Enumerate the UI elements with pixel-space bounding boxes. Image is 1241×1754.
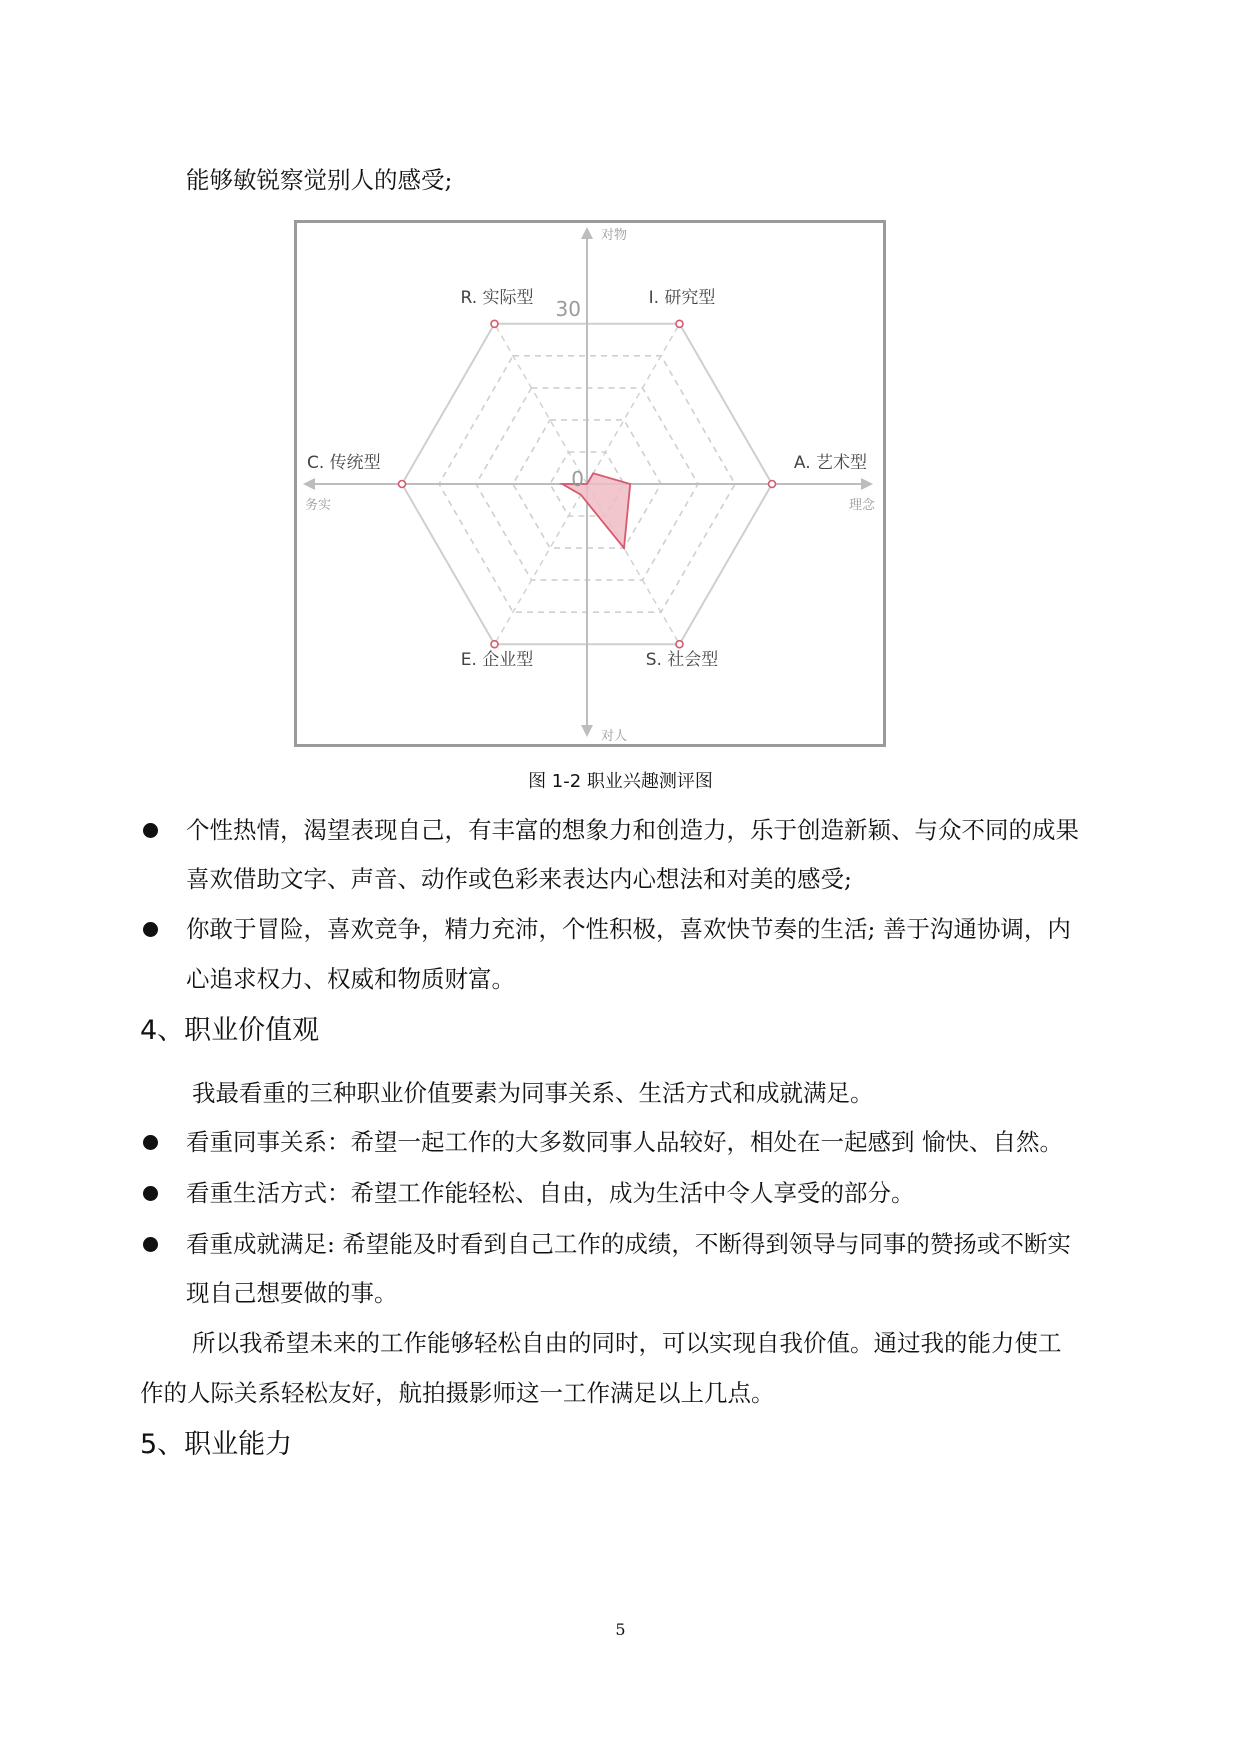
- interest-radar-chart: [294, 220, 886, 747]
- direction-label-right: 理念: [848, 498, 875, 513]
- section-4-intro: 我最看重的三种职业价值要素为同事关系、生活方式和成就满足。: [192, 1079, 874, 1107]
- value-bullet-3-line-2: 现自己想要做的事。: [186, 1279, 398, 1307]
- arrow-right-icon: [861, 478, 873, 490]
- vertex-marker-3: [769, 481, 776, 488]
- value-bullet-2: 看重生活方式：希望工作能轻松、自由，成为生活中令人享受的部分。: [186, 1179, 915, 1207]
- bullet-dot: [143, 823, 158, 838]
- conclusion-line-2: 作的人际关系轻松友好，航拍摄影师这一工作满足以上几点。: [140, 1379, 775, 1407]
- value-bullet-3-line-1: 看重成就满足: 希望能及时看到自己工作的成绩，不断得到领导与同事的赞扬或不断实: [186, 1230, 1071, 1258]
- bullet-dot: [143, 1237, 158, 1252]
- category-label-1: R. 实际型: [460, 288, 534, 308]
- bullet-dot: [143, 922, 158, 937]
- vertex-marker-5: [491, 641, 498, 648]
- figure-caption: 图 1-2 职业兴趣测评图: [528, 771, 713, 792]
- vertex-marker-4: [676, 641, 683, 648]
- section-5-heading: 5、职业能力: [140, 1429, 293, 1460]
- category-label-3: A. 艺术型: [793, 453, 867, 473]
- category-label-5: E. 企业型: [460, 650, 534, 670]
- category-label-6: C. 传统型: [307, 453, 381, 473]
- interest-bullet-1-line-2: 喜欢借助文字、声音、动作或色彩来表达内心想法和对美的感受;: [186, 865, 852, 893]
- tick-label-max: 30: [555, 297, 581, 321]
- tick-label-min: 0: [571, 467, 584, 491]
- intro-text: 能够敏锐察觉别人的感受;: [186, 166, 453, 194]
- bullet-dot: [143, 1186, 158, 1201]
- vertex-marker-6: [399, 481, 406, 488]
- arrow-up-icon: [581, 227, 593, 239]
- direction-label-bottom: 对人: [601, 729, 628, 744]
- radar-chart-svg: [297, 223, 883, 744]
- interest-bullet-2-line-2: 心追求权力、权威和物质财富。: [186, 965, 515, 993]
- page-number: 5: [615, 1620, 626, 1639]
- grid-spoke-5: [495, 484, 588, 644]
- conclusion-line-1: 所以我希望未来的工作能够轻松自由的同时，可以实现自我价值。通过我的能力使工: [192, 1329, 1062, 1357]
- interest-bullet-2-line-1: 你敢于冒险，喜欢竞争，精力充沛，个性积极，喜欢快节奏的生活; 善于沟通协调，内: [186, 915, 1071, 943]
- direction-label-top: 对物: [601, 228, 628, 243]
- section-4-heading: 4、职业价值观: [140, 1015, 320, 1046]
- grid-spoke-2: [587, 324, 680, 484]
- category-label-4: S. 社会型: [645, 650, 719, 670]
- vertex-marker-2: [676, 320, 683, 327]
- arrow-left-icon: [303, 478, 315, 490]
- category-label-2: I. 研究型: [648, 288, 716, 308]
- bullet-dot: [143, 1135, 158, 1150]
- value-bullet-1: 看重同事关系：希望一起工作的大多数同事人品较好，相处在一起感到 愉快、自然。: [186, 1128, 1063, 1156]
- grid-spoke-1: [495, 324, 588, 484]
- interest-bullet-1-line-1: 个性热情，渴望表现自己，有丰富的想象力和创造力，乐于创造新颖、与众不同的成果: [186, 816, 1079, 844]
- arrow-down-icon: [581, 725, 593, 737]
- direction-label-left: 务实: [305, 498, 332, 513]
- vertex-marker-1: [491, 320, 498, 327]
